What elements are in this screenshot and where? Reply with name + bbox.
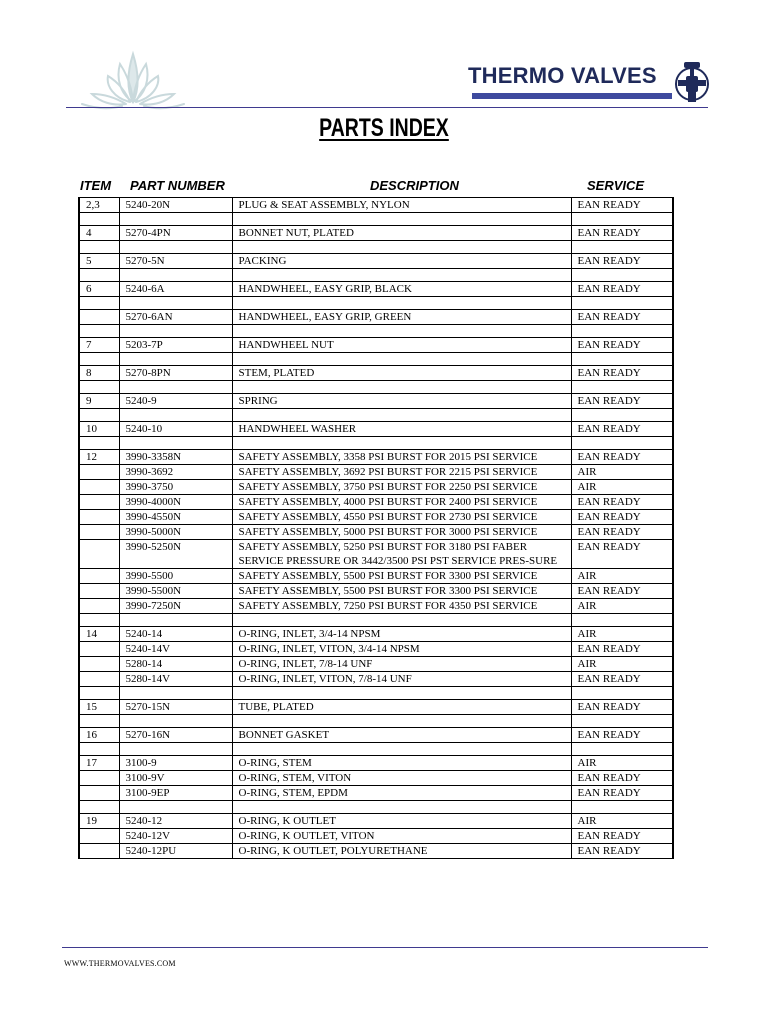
row-part-number-cell: 3990-7250N bbox=[119, 599, 232, 614]
table-spacer-row bbox=[79, 743, 673, 756]
spacer-cell bbox=[119, 213, 232, 226]
row-part-number-cell: 5240-20N bbox=[119, 198, 232, 213]
spacer-cell bbox=[571, 353, 673, 366]
spacer-cell bbox=[119, 381, 232, 394]
spacer-cell bbox=[571, 409, 673, 422]
valve-icon bbox=[672, 60, 712, 106]
header-rule bbox=[66, 107, 708, 108]
spacer-cell bbox=[232, 213, 571, 226]
row-description-cell: SAFETY ASSEMBLY, 5500 PSI BURST FOR 3300 PSI SERVICE bbox=[232, 584, 571, 599]
row-description-cell: BONNET NUT, PLATED bbox=[232, 226, 571, 241]
spacer-cell bbox=[119, 269, 232, 282]
row-part-number-cell: 5280-14V bbox=[119, 672, 232, 687]
table-spacer-row bbox=[79, 381, 673, 394]
spacer-cell bbox=[232, 743, 571, 756]
row-service-cell: AIR bbox=[571, 627, 673, 642]
row-service-cell: EAN READY bbox=[571, 226, 673, 241]
footer-url: WWW.THERMOVALVES.COM bbox=[64, 959, 176, 968]
table-row bbox=[79, 310, 673, 325]
table-row bbox=[79, 771, 673, 786]
spacer-cell bbox=[79, 213, 119, 226]
table-row bbox=[79, 338, 673, 353]
row-item-cell: 5 bbox=[79, 254, 119, 269]
row-part-number-cell: 3990-3358N bbox=[119, 450, 232, 465]
table-spacer-row bbox=[79, 297, 673, 310]
table-row bbox=[79, 627, 673, 642]
row-description-cell: SAFETY ASSEMBLY, 3692 PSI BURST FOR 2215 PSI SERVICE bbox=[232, 465, 571, 480]
table-row bbox=[79, 829, 673, 844]
table-row bbox=[79, 465, 673, 480]
row-service-cell: EAN READY bbox=[571, 844, 673, 859]
row-item-cell bbox=[79, 540, 119, 569]
table-row bbox=[79, 198, 673, 213]
page-title: PARTS INDEX bbox=[319, 114, 449, 142]
spacer-cell bbox=[232, 687, 571, 700]
row-part-number-cell: 5240-9 bbox=[119, 394, 232, 409]
row-description-cell: O-RING, K OUTLET, POLYURETHANE bbox=[232, 844, 571, 859]
table-row bbox=[79, 495, 673, 510]
spacer-cell bbox=[232, 614, 571, 627]
table-row bbox=[79, 642, 673, 657]
brand-logo bbox=[468, 60, 713, 110]
row-part-number-cell: 5240-12PU bbox=[119, 844, 232, 859]
row-part-number-cell: 5270-6AN bbox=[119, 310, 232, 325]
row-part-number-cell: 5240-12 bbox=[119, 814, 232, 829]
row-item-cell: 19 bbox=[79, 814, 119, 829]
row-part-number-cell: 5240-10 bbox=[119, 422, 232, 437]
table-row bbox=[79, 657, 673, 672]
spacer-cell bbox=[119, 325, 232, 338]
spacer-cell bbox=[79, 381, 119, 394]
spacer-cell bbox=[79, 614, 119, 627]
row-part-number-cell: 5270-8PN bbox=[119, 366, 232, 381]
row-part-number-cell: 3990-3692 bbox=[119, 465, 232, 480]
row-item-cell bbox=[79, 310, 119, 325]
spacer-cell bbox=[79, 241, 119, 254]
spacer-cell bbox=[232, 409, 571, 422]
row-item-cell: 6 bbox=[79, 282, 119, 297]
column-header-item: ITEM bbox=[80, 178, 112, 193]
row-service-cell: EAN READY bbox=[571, 728, 673, 743]
table-spacer-row bbox=[79, 687, 673, 700]
lotus-ornament-icon bbox=[78, 50, 188, 110]
row-service-cell: EAN READY bbox=[571, 495, 673, 510]
spacer-cell bbox=[571, 269, 673, 282]
row-part-number-cell: 5270-4PN bbox=[119, 226, 232, 241]
row-part-number-cell: 5240-6A bbox=[119, 282, 232, 297]
table-row bbox=[79, 254, 673, 269]
row-item-cell bbox=[79, 599, 119, 614]
row-part-number-cell: 3990-5250N bbox=[119, 540, 232, 569]
row-description-cell: TUBE, PLATED bbox=[232, 700, 571, 715]
spacer-cell bbox=[119, 743, 232, 756]
row-part-number-cell: 3100-9 bbox=[119, 756, 232, 771]
spacer-cell bbox=[79, 269, 119, 282]
row-item-cell bbox=[79, 584, 119, 599]
row-service-cell: EAN READY bbox=[571, 394, 673, 409]
column-header-part-number: PART NUMBER bbox=[130, 178, 225, 193]
row-part-number-cell: 3990-4550N bbox=[119, 510, 232, 525]
row-description-cell: BONNET GASKET bbox=[232, 728, 571, 743]
table-row bbox=[79, 394, 673, 409]
row-item-cell: 17 bbox=[79, 756, 119, 771]
table-row bbox=[79, 510, 673, 525]
table-row bbox=[79, 786, 673, 801]
table-spacer-row bbox=[79, 614, 673, 627]
row-service-cell: EAN READY bbox=[571, 310, 673, 325]
spacer-cell bbox=[571, 437, 673, 450]
row-description-cell: O-RING, STEM bbox=[232, 756, 571, 771]
row-item-cell: 14 bbox=[79, 627, 119, 642]
row-description-cell: STEM, PLATED bbox=[232, 366, 571, 381]
table-row bbox=[79, 366, 673, 381]
spacer-cell bbox=[119, 353, 232, 366]
table-spacer-row bbox=[79, 325, 673, 338]
spacer-cell bbox=[571, 297, 673, 310]
row-part-number-cell: 3990-5500 bbox=[119, 569, 232, 584]
row-item-cell bbox=[79, 786, 119, 801]
column-header-description: DESCRIPTION bbox=[370, 178, 459, 193]
row-service-cell: EAN READY bbox=[571, 786, 673, 801]
spacer-cell bbox=[79, 325, 119, 338]
table-row bbox=[79, 599, 673, 614]
row-description-cell: SAFETY ASSEMBLY, 5250 PSI BURST FOR 3180 PSI FABER SERVICE PRESSURE OR 3442/3500 PSI PST SERVICE PRES-SURE bbox=[232, 540, 571, 569]
row-description-cell: SAFETY ASSEMBLY, 7250 PSI BURST FOR 4350 PSI SERVICE bbox=[232, 599, 571, 614]
spacer-cell bbox=[119, 801, 232, 814]
table-row bbox=[79, 540, 673, 569]
table-spacer-row bbox=[79, 213, 673, 226]
row-item-cell bbox=[79, 657, 119, 672]
spacer-cell bbox=[79, 353, 119, 366]
spacer-cell bbox=[571, 743, 673, 756]
spacer-cell bbox=[232, 381, 571, 394]
row-service-cell: EAN READY bbox=[571, 525, 673, 540]
row-description-cell: SPRING bbox=[232, 394, 571, 409]
row-part-number-cell: 3100-9V bbox=[119, 771, 232, 786]
row-item-cell: 4 bbox=[79, 226, 119, 241]
spacer-cell bbox=[232, 325, 571, 338]
row-description-cell: O-RING, INLET, VITON, 7/8-14 UNF bbox=[232, 672, 571, 687]
table-row bbox=[79, 569, 673, 584]
row-item-cell: 8 bbox=[79, 366, 119, 381]
spacer-cell bbox=[571, 614, 673, 627]
table-row bbox=[79, 480, 673, 495]
row-description-cell: O-RING, INLET, 3/4-14 NPSM bbox=[232, 627, 571, 642]
spacer-cell bbox=[232, 801, 571, 814]
row-description-cell: SAFETY ASSEMBLY, 3750 PSI BURST FOR 2250 PSI SERVICE bbox=[232, 480, 571, 495]
row-service-cell: EAN READY bbox=[571, 700, 673, 715]
table-row bbox=[79, 525, 673, 540]
spacer-cell bbox=[571, 241, 673, 254]
spacer-cell bbox=[571, 687, 673, 700]
row-description-cell: HANDWHEEL NUT bbox=[232, 338, 571, 353]
row-service-cell: AIR bbox=[571, 569, 673, 584]
table-spacer-row bbox=[79, 241, 673, 254]
table-spacer-row bbox=[79, 269, 673, 282]
table-spacer-row bbox=[79, 409, 673, 422]
spacer-cell bbox=[232, 715, 571, 728]
brand-underline bbox=[472, 93, 672, 99]
row-service-cell: EAN READY bbox=[571, 366, 673, 381]
row-service-cell: EAN READY bbox=[571, 422, 673, 437]
row-item-cell bbox=[79, 510, 119, 525]
row-service-cell: AIR bbox=[571, 465, 673, 480]
table-row bbox=[79, 226, 673, 241]
row-item-cell bbox=[79, 844, 119, 859]
table-spacer-row bbox=[79, 437, 673, 450]
row-item-cell: 16 bbox=[79, 728, 119, 743]
spacer-cell bbox=[79, 437, 119, 450]
spacer-cell bbox=[119, 297, 232, 310]
row-item-cell bbox=[79, 465, 119, 480]
row-item-cell bbox=[79, 829, 119, 844]
spacer-cell bbox=[571, 801, 673, 814]
row-description-cell: O-RING, STEM, VITON bbox=[232, 771, 571, 786]
row-part-number-cell: 3990-4000N bbox=[119, 495, 232, 510]
spacer-cell bbox=[79, 687, 119, 700]
spacer-cell bbox=[232, 353, 571, 366]
spacer-cell bbox=[232, 297, 571, 310]
row-item-cell bbox=[79, 480, 119, 495]
spacer-cell bbox=[79, 715, 119, 728]
table-row bbox=[79, 844, 673, 859]
spacer-cell bbox=[571, 381, 673, 394]
row-description-cell: SAFETY ASSEMBLY, 3358 PSI BURST FOR 2015 PSI SERVICE bbox=[232, 450, 571, 465]
row-service-cell: AIR bbox=[571, 814, 673, 829]
spacer-cell bbox=[232, 437, 571, 450]
row-description-cell: HANDWHEEL, EASY GRIP, GREEN bbox=[232, 310, 571, 325]
row-description-cell: O-RING, K OUTLET bbox=[232, 814, 571, 829]
spacer-cell bbox=[79, 801, 119, 814]
table-row bbox=[79, 282, 673, 297]
row-item-cell bbox=[79, 569, 119, 584]
table-row bbox=[79, 584, 673, 599]
row-service-cell: EAN READY bbox=[571, 198, 673, 213]
spacer-cell bbox=[571, 213, 673, 226]
row-part-number-cell: 5240-14V bbox=[119, 642, 232, 657]
row-service-cell: EAN READY bbox=[571, 450, 673, 465]
row-service-cell: EAN READY bbox=[571, 510, 673, 525]
row-item-cell bbox=[79, 495, 119, 510]
row-item-cell bbox=[79, 525, 119, 540]
table-row bbox=[79, 700, 673, 715]
table-spacer-row bbox=[79, 801, 673, 814]
row-service-cell: EAN READY bbox=[571, 282, 673, 297]
row-description-cell: PLUG & SEAT ASSEMBLY, NYLON bbox=[232, 198, 571, 213]
spacer-cell bbox=[119, 614, 232, 627]
row-service-cell: EAN READY bbox=[571, 672, 673, 687]
row-service-cell: AIR bbox=[571, 657, 673, 672]
column-header-service: SERVICE bbox=[587, 178, 645, 193]
spacer-cell bbox=[232, 269, 571, 282]
row-service-cell: EAN READY bbox=[571, 338, 673, 353]
row-description-cell: HANDWHEEL, EASY GRIP, BLACK bbox=[232, 282, 571, 297]
table-row bbox=[79, 756, 673, 771]
row-part-number-cell: 5240-12V bbox=[119, 829, 232, 844]
spacer-cell bbox=[571, 715, 673, 728]
row-description-cell: O-RING, STEM, EPDM bbox=[232, 786, 571, 801]
spacer-cell bbox=[79, 297, 119, 310]
row-part-number-cell: 5203-7P bbox=[119, 338, 232, 353]
row-service-cell: AIR bbox=[571, 599, 673, 614]
spacer-cell bbox=[119, 241, 232, 254]
row-description-cell: SAFETY ASSEMBLY, 5000 PSI BURST FOR 3000 PSI SERVICE bbox=[232, 525, 571, 540]
row-item-cell: 15 bbox=[79, 700, 119, 715]
row-service-cell: EAN READY bbox=[571, 254, 673, 269]
row-service-cell: AIR bbox=[571, 756, 673, 771]
spacer-cell bbox=[119, 687, 232, 700]
row-service-cell: EAN READY bbox=[571, 584, 673, 599]
table-row bbox=[79, 672, 673, 687]
row-part-number-cell: 5270-15N bbox=[119, 700, 232, 715]
table-spacer-row bbox=[79, 353, 673, 366]
row-part-number-cell: 5240-14 bbox=[119, 627, 232, 642]
row-description-cell: O-RING, INLET, VITON, 3/4-14 NPSM bbox=[232, 642, 571, 657]
spacer-cell bbox=[232, 241, 571, 254]
footer-rule bbox=[62, 947, 708, 948]
row-part-number-cell: 3990-5500N bbox=[119, 584, 232, 599]
row-description-cell: SAFETY ASSEMBLY, 4550 PSI BURST FOR 2730 PSI SERVICE bbox=[232, 510, 571, 525]
row-service-cell: EAN READY bbox=[571, 642, 673, 657]
spacer-cell bbox=[119, 437, 232, 450]
row-item-cell: 9 bbox=[79, 394, 119, 409]
row-item-cell bbox=[79, 771, 119, 786]
spacer-cell bbox=[79, 409, 119, 422]
row-part-number-cell: 3990-5000N bbox=[119, 525, 232, 540]
spacer-cell bbox=[119, 409, 232, 422]
brand-name: THERMO VALVES bbox=[468, 63, 657, 88]
row-service-cell: EAN READY bbox=[571, 771, 673, 786]
row-item-cell: 7 bbox=[79, 338, 119, 353]
spacer-cell bbox=[571, 325, 673, 338]
parts-table bbox=[78, 197, 674, 859]
row-part-number-cell: 5280-14 bbox=[119, 657, 232, 672]
spacer-cell bbox=[79, 743, 119, 756]
row-item-cell: 2,3 bbox=[79, 198, 119, 213]
row-part-number-cell: 3100-9EP bbox=[119, 786, 232, 801]
row-description-cell: O-RING, INLET, 7/8-14 UNF bbox=[232, 657, 571, 672]
table-row bbox=[79, 728, 673, 743]
row-item-cell bbox=[79, 672, 119, 687]
table-row bbox=[79, 422, 673, 437]
row-part-number-cell: 3990-3750 bbox=[119, 480, 232, 495]
row-part-number-cell: 5270-5N bbox=[119, 254, 232, 269]
row-description-cell: SAFETY ASSEMBLY, 5500 PSI BURST FOR 3300 PSI SERVICE bbox=[232, 569, 571, 584]
row-service-cell: AIR bbox=[571, 480, 673, 495]
table-row bbox=[79, 814, 673, 829]
row-description-cell: SAFETY ASSEMBLY, 4000 PSI BURST FOR 2400 PSI SERVICE bbox=[232, 495, 571, 510]
row-service-cell: EAN READY bbox=[571, 829, 673, 844]
row-part-number-cell: 5270-16N bbox=[119, 728, 232, 743]
row-description-cell: HANDWHEEL WASHER bbox=[232, 422, 571, 437]
spacer-cell bbox=[119, 715, 232, 728]
row-item-cell: 10 bbox=[79, 422, 119, 437]
row-description-cell: O-RING, K OUTLET, VITON bbox=[232, 829, 571, 844]
row-service-cell: EAN READY bbox=[571, 540, 673, 569]
row-item-cell: 12 bbox=[79, 450, 119, 465]
table-spacer-row bbox=[79, 715, 673, 728]
row-item-cell bbox=[79, 642, 119, 657]
row-description-cell: PACKING bbox=[232, 254, 571, 269]
table-row bbox=[79, 450, 673, 465]
